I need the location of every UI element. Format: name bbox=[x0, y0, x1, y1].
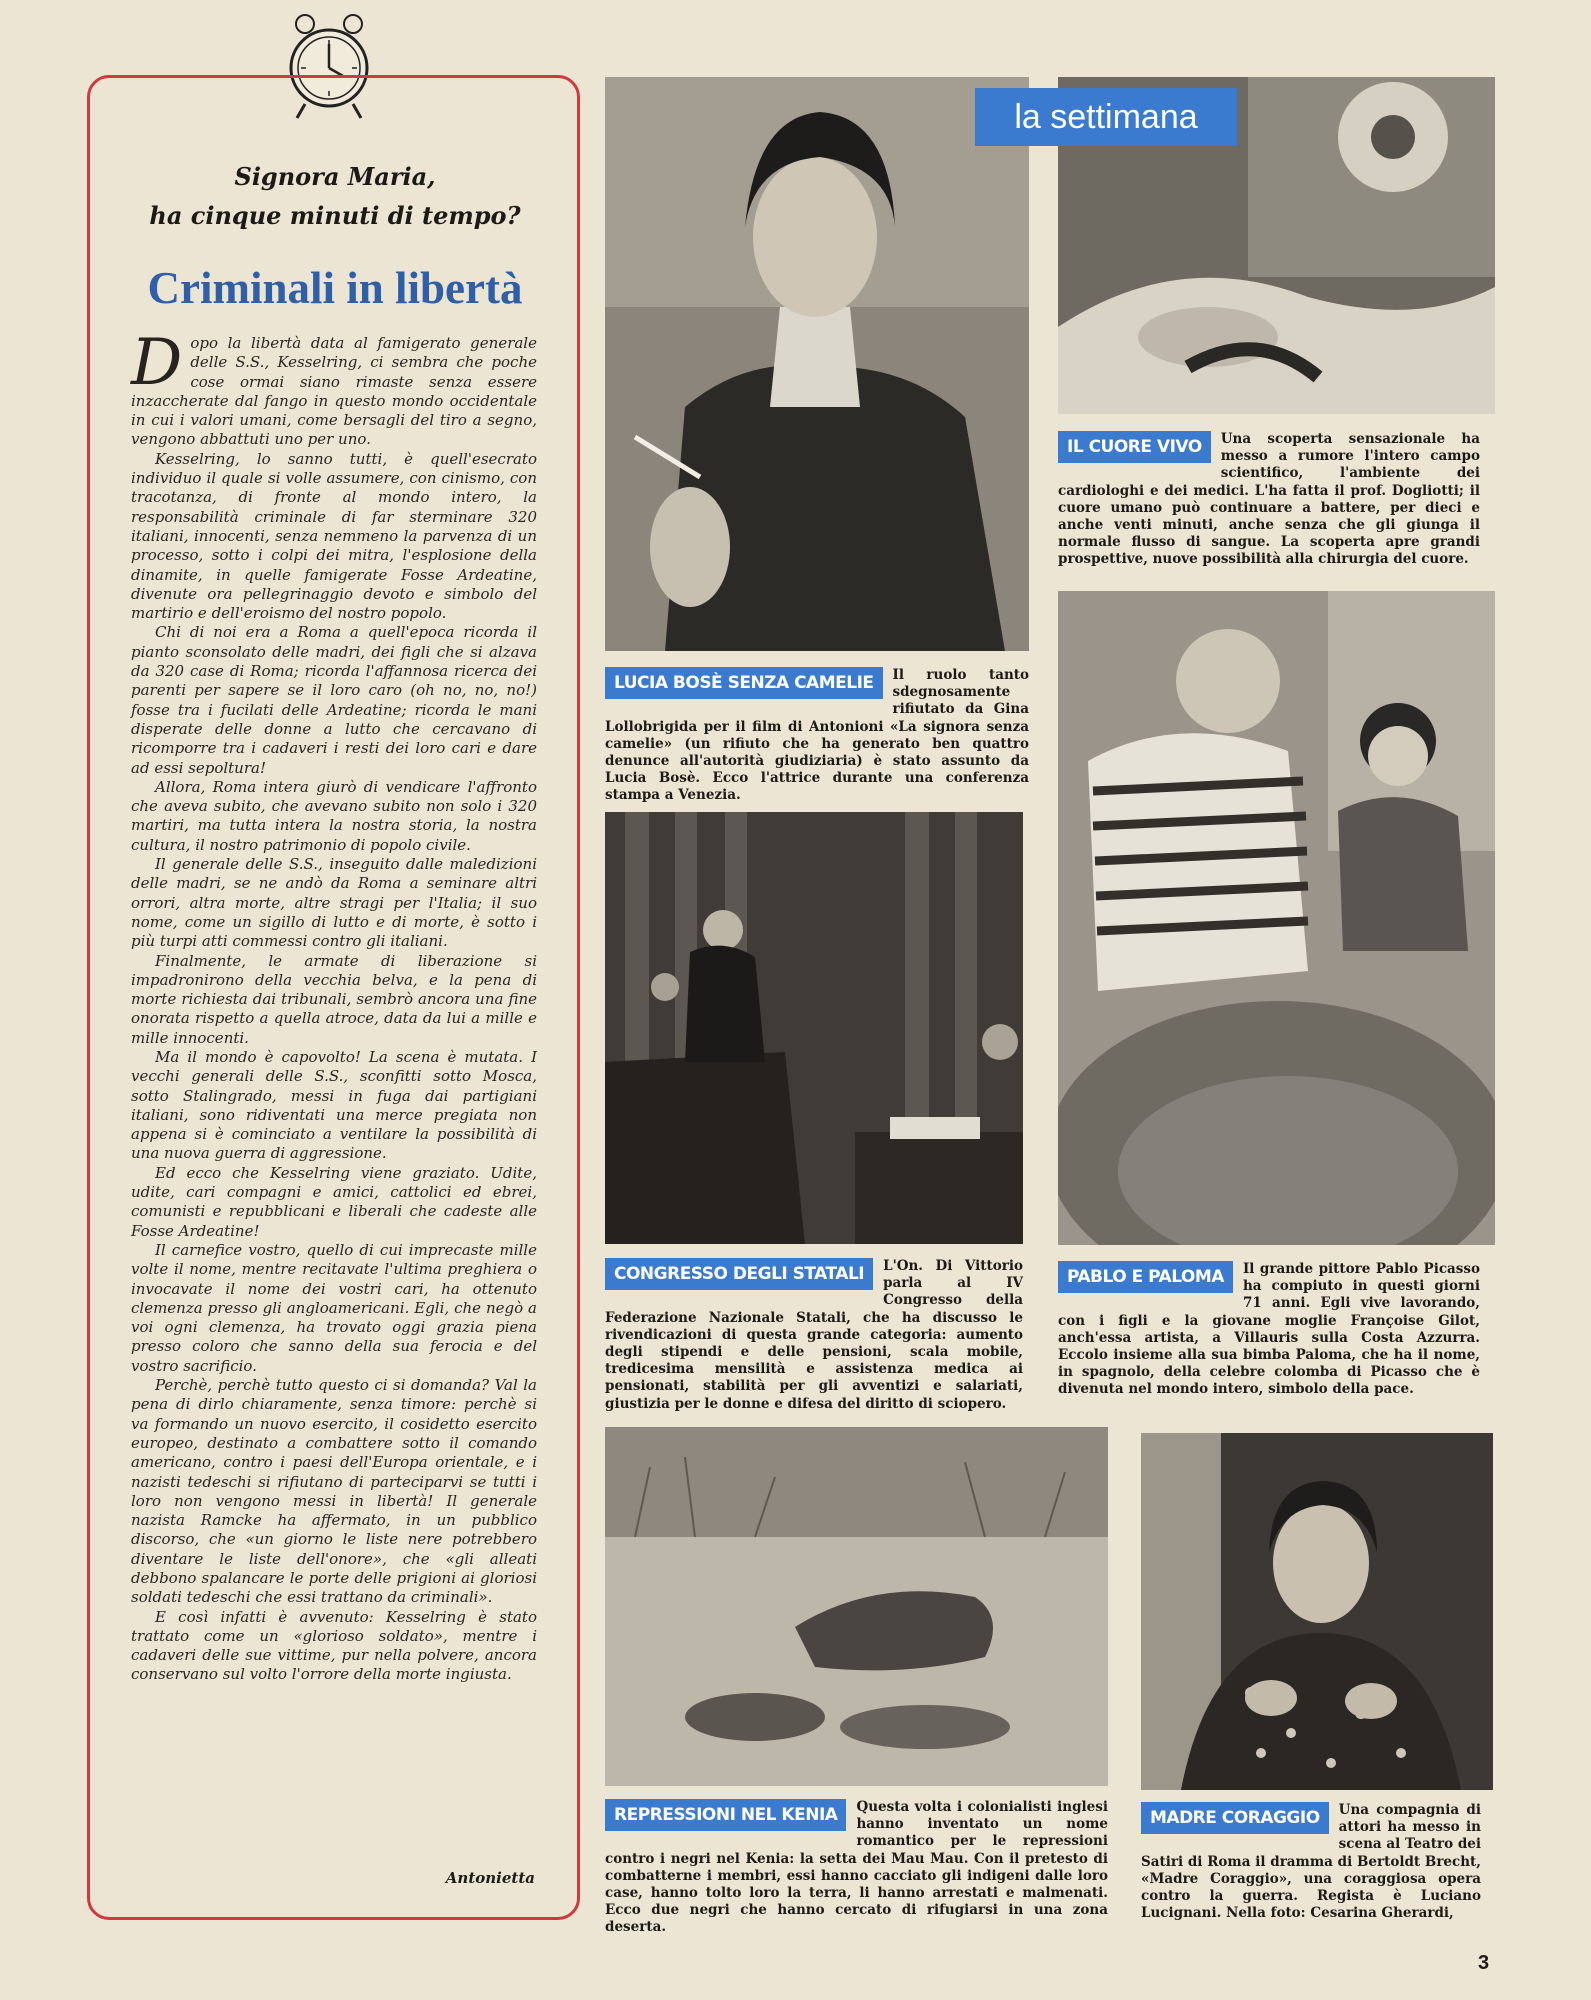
editorial-paragraph: Ma il mondo è capovolto! La scena è mutata. I vecchi generali delle S.S., sconfitti sotto Mosca, sotto Stalingrado, messi in fuga dai partigiani italiani, sono ridiventati una merce pregiata non appena si è cominciato a ventilare la possibilità di una nuova guerra di aggressione. bbox=[131, 1047, 537, 1163]
caption-text: Questa volta i colonialisti inglesi hanno inventato un nome romantico per le repressioni contro i negri nel Kenia: la setta dei Mau Mau. Con il pretesto di combatterne i membri, essi hanno cacciato gli indigeni dalle loro case, hanno tolto loro la terra, li hanno arrestati e malmenati. Ecco due negri che hanno cercato di rifugiarsi in una zona deserta. bbox=[605, 1799, 1108, 1936]
editorial-body bbox=[131, 326, 537, 1685]
editorial-paragraph: Il generale delle S.S., inseguito dalle maledizioni delle madri, se ne andò da Roma a seminare altri orrori, altra morte, altre stragi per l'Italia; il suo nome, come un sigillo di lutto e di morte, è sotto i più turpi atti commessi contro gli italiani. bbox=[131, 855, 537, 951]
photo-lucia-bose bbox=[605, 77, 1029, 651]
photo-picasso-paloma bbox=[1058, 591, 1495, 1245]
caption-pablo-paloma bbox=[1058, 1261, 1480, 1399]
editorial-paragraph: Ed ecco che Kesselring viene graziato. Udite, udite, cari compagni e amici, cattolici ed ebrei, comunisti e repubblicani e liberali che cadeste alle Fosse Ardeatine! bbox=[131, 1163, 537, 1240]
caption-madre-coraggio bbox=[1141, 1802, 1481, 1922]
editorial-paragraph: Dopo la libertà data al famigerato generale delle S.S., Kesselring, ci sembra che poche cose ormai siano rimaste senza essere inzaccherate dal fango in questo mondo occidentale in cui i valori umani, come bersagli del tiro a segno, vengono abbattuti uno per uno. bbox=[131, 326, 537, 449]
photo-madre-coraggio bbox=[1141, 1433, 1493, 1790]
caption-label: PABLO E PALOMA bbox=[1058, 1261, 1233, 1293]
editorial-kicker-question: ha cinque minuti di tempo? bbox=[149, 201, 521, 230]
editorial-paragraph: E così infatti è avvenuto: Kesselring è stato trattato come un «glorioso soldato», mentre i cadaveri delle sue vittime, pur nella polvere, ancora conservano sul volto l'orrore della morte ingiusta. bbox=[131, 1607, 537, 1684]
caption-label: IL CUORE VIVO bbox=[1058, 431, 1211, 463]
editorial-paragraph: Finalmente, le armate di liberazione si impadronirono della vecchia belva, e la pena di morte richiesta dai tribunali, sembrò ancora una fine onorata rispetto a quella atroce, data da lui a mille e mille innocenti. bbox=[131, 951, 537, 1047]
editorial-paragraph: Il carnefice vostro, quello di cui imprecaste mille volte il nome, mentre recitavate l'ultima preghiera o invocavate il nome dei vostri cari, ha ottenuto clemenza presso gli angloamericani. Egli, che negò a voi ogni clemenza, ha trovato oggi grazia piena presso coloro che sanno della sua ferocia e del vostro sacrificio. bbox=[131, 1240, 537, 1375]
caption-congresso bbox=[605, 1258, 1023, 1413]
editorial-paragraph: Chi di noi era a Roma a quell'epoca ricorda il pianto sconsolato delle madri, dei figli che si alzava da 320 case di Roma; ricorda l'affannosa ricerca dei parenti per sapere se il loro caro (oh no, no, no!) fosse tra i fucilati delle Ardeatine; ricorda le mani disperate delle donne a lutto che cercavano di ricomporre tra i cadaveri i resti dei loro cari e dare ad essi sepoltura! bbox=[131, 623, 537, 777]
editorial-headline: Criminali in libertà bbox=[147, 263, 523, 313]
editorial-paragraph: Allora, Roma intera giurò di vendicare l'affronto che aveva subito, che avevano subito non solo i 320 martiri, ma tutta intera la nostra storia, la nostra cultura, il nostro patrimonio di popolo civile. bbox=[131, 777, 537, 854]
caption-text: Una compagnia di attori ha messo in scena al Teatro dei Satiri di Roma il dramma di Bertoldt Brecht, «Madre Coraggio», una coraggiosa opera contro la guerra. Regista è Luciano Lucignani. Nella foto: Cesarina Gherardi, bbox=[1141, 1802, 1481, 1922]
editorial-paragraph: Kesselring, lo sanno tutti, è quell'esecrato individuo il quale si volle assumere, con cinismo, con tracotanza, di fronte al mondo intero, la responsabilità criminale di far sterminare 320 italiani, innocenti, senza nemmeno la parvenza di un processo, sotto i colpi dei mitra, l'esplosione della dinamite, in quelle famigerate Fosse Ardeatine, divenute ora pellegrinaggio devoto e simbolo del martirio e dell'eroismo del nostro popolo. bbox=[131, 449, 537, 623]
page-number: 3 bbox=[1478, 1952, 1490, 1974]
caption-text: Il grande pittore Pablo Picasso ha compiuto in questi giorni 71 anni. Egli vive lavorando, con i figli e la giovane moglie Françoise Gilot, anch'essa artista, a Villauris sulla Costa Azzurra. Eccolo insieme alla sua bimba Paloma, che ha il nome, in spagnolo, della celebre colomba di Picasso che è divenuta nel mondo intero, simbolo della pace. bbox=[1058, 1261, 1480, 1398]
editorial-signature: Antonietta bbox=[445, 1869, 535, 1887]
caption-lucia-bose bbox=[605, 667, 1029, 805]
photo-kenia bbox=[605, 1427, 1108, 1786]
caption-label: MADRE CORAGGIO bbox=[1141, 1802, 1329, 1834]
caption-kenia bbox=[605, 1799, 1108, 1937]
caption-label: REPRESSIONI NEL KENIA bbox=[605, 1799, 846, 1831]
caption-text: L'On. Di Vittorio parla al IV Congresso della Federazione Nazionale Statali, che ha discusso le rivendicazioni di questa grande categoria: aumento degli stipendi e delle pensioni, scala mobile, tredicesima mensilità e assistenza medica ai pensionati, stabilità per gli avventizi e salariati, giustizia per le donne e difesa del diritto di sciopero. bbox=[605, 1258, 1023, 1412]
editorial-paragraph: Perchè, perchè tutto questo ci si domanda? Val la pena di dirlo chiaramente, senza timore: perchè si va formando un nuovo esercito, il cosidetto esercito europeo, destinato a combattere sotto il comando americano, contro i paesi dell'Europa orientale, e i nazisti tedeschi si rifiutano di parteciparvi se tutti i loro non vengono messi in libertà! Il generale nazista Ramcke ha affermato, in un pubblico discorso, che «un giorno le liste nere potrebbero diventare le liste dell'onore», che «gli alleati debbono spalancare le porte delle prigioni ai gloriosi soldati tedeschi che essi trattano da criminali». bbox=[131, 1376, 537, 1607]
caption-text: Il ruolo tanto sdegnosamente rifiutato da Gina Lollobrigida per il film di Antonioni «La signora senza camelie» (un rifiuto che ha generato ben quattro denunce all'autorità giudiziaria) è stato assunto da Lucia Bosè. Ecco l'attrice durante una conferenza stampa a Venezia. bbox=[605, 667, 1029, 804]
caption-label: LUCIA BOSÈ SENZA CAMELIE bbox=[605, 667, 883, 699]
caption-cuore-vivo bbox=[1058, 431, 1480, 569]
photo-congresso bbox=[605, 812, 1023, 1244]
editorial-kicker: Signora Maria, bbox=[234, 162, 436, 191]
section-banner: la settimana bbox=[975, 88, 1237, 146]
caption-label: CONGRESSO DEGLI STATALI bbox=[605, 1258, 873, 1290]
caption-text: Una scoperta sensazionale ha messo a rumore l'intero campo scientifico, l'ambiente dei cardiologhi e dei medici. L'ha fatta il prof. Dogliotti; il cuore umano può continuare a battere, per dieci e anche venti minuti, anche senza che gli giunga il normale flusso di sangue. La scoperta apre grandi prospettive, nuove possibilità alla chirurgia del cuore. bbox=[1058, 431, 1480, 568]
drop-cap: D bbox=[131, 326, 183, 400]
